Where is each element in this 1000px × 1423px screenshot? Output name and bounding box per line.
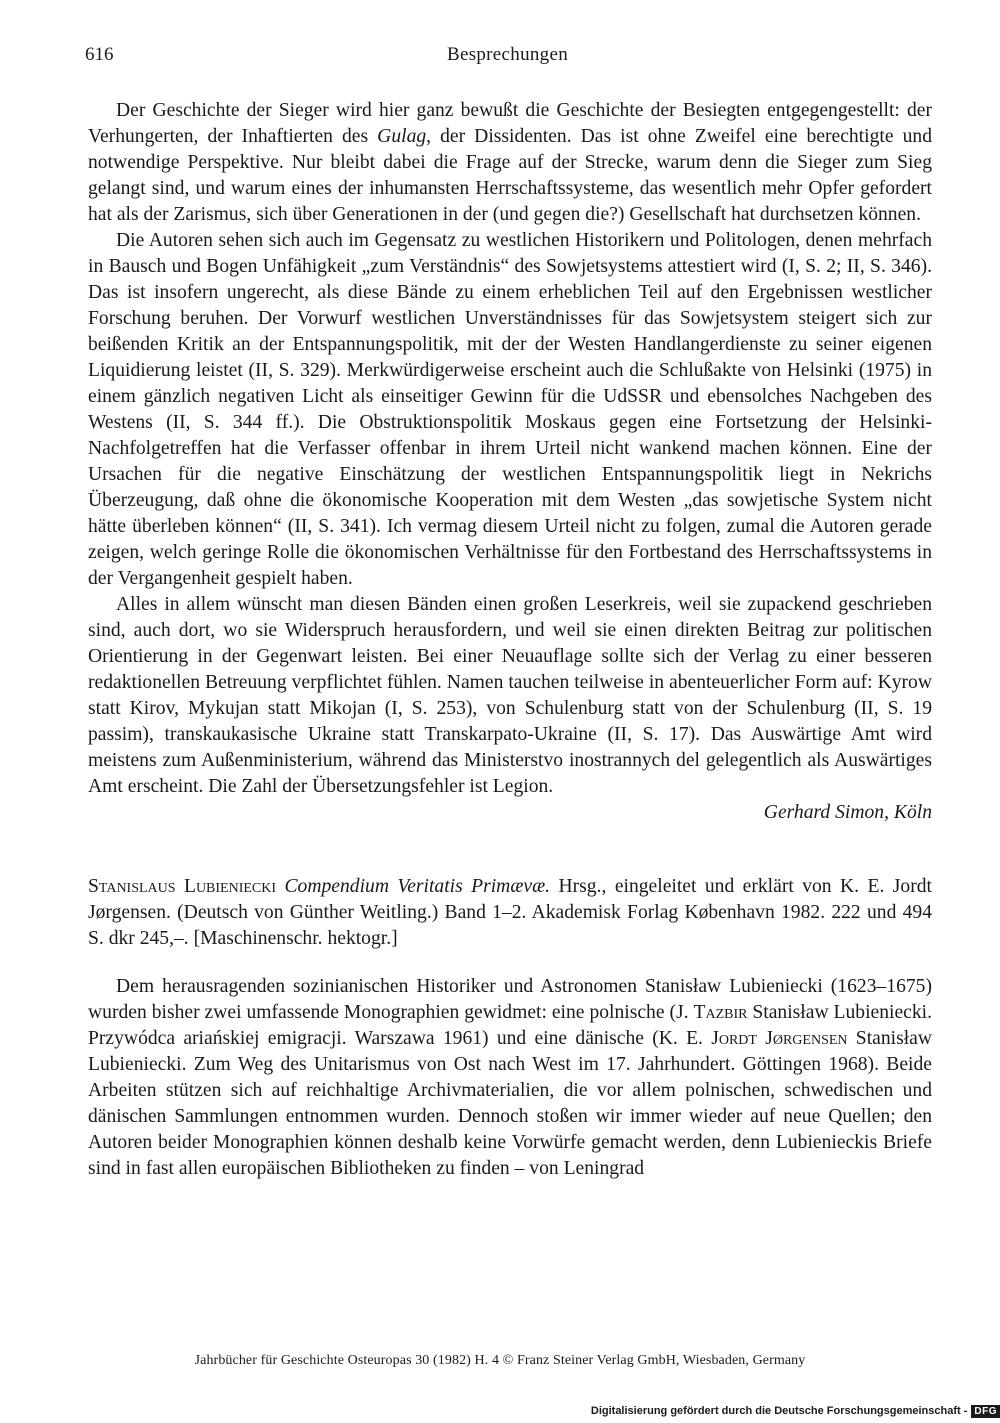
text-run: Stanisław Lubieniecki. Zum Weg des Unitarismus von Ost nach West im 17. Jahrhundert. Göttingen 1968). Beide Arbeiten stützen sich auf reichhaltige Archivmaterialien, die vor allem polnischen, schwedischen und dänischen Sammlungen entnommen wurden. Dennoch stoßen wir immer wieder auf neue Quellen; den Autoren beider Monographien können deshalb keine Vorwürfe gemacht werden, denn Lubienieckis Briefe sind in fast allen europäischen Bibliotheken zu finden – von Leningrad	[88, 1028, 932, 1179]
running-head: Besprechungen	[446, 44, 569, 65]
dfg-logo: DFG	[971, 1405, 1000, 1418]
page-header	[85, 44, 930, 74]
journal-footer: Jahrbücher für Geschichte Osteuropas 30 (1982) H. 4 © Franz Steiner Verlag GmbH, Wiesbaden, Germany	[194, 1353, 806, 1368]
italic-text: Compendium Veritatis Primævæ.	[284, 876, 551, 897]
italic-text: Gulag	[377, 126, 427, 147]
text-run: Dem herausragenden sozinianischen Historiker und Astronomen Stanisław Lubieniecki (1623–1675) wurden bisher zwei umfassende Monographien gewidmet: eine polnische (J.	[88, 976, 932, 1023]
paragraph	[88, 974, 932, 1182]
paragraph	[88, 228, 932, 592]
author-name: Stanislaus Lubieniecki	[88, 876, 277, 897]
digitization-notice: Digitalisierung gefördert durch die Deutsche Forschungsgemeinschaft -	[590, 1405, 968, 1417]
bibliographic-citation	[88, 874, 932, 952]
text-run: Alles in allem wünscht man diesen Bänden einen großen Leserkreis, weil sie zupackend geschrieben sind, auch dort, wo sie Widerspruch herausfordern, und weil sie einen direkten Beitrag zur politischen Orientierung in der Gegenwart leisten. Bei einer Neuauflage sollte sich der Verlag zu einer besseren redaktionellen Betreuung verpflichtet fühlen. Namen tauchen teilweise in abenteuerlicher Form auf: Kyrow statt Kirov, Mykujan statt Mikojan (I, S. 253), von Schulenburg statt von der Schulenburg (II, S. 19 passim), transkaukasische Ukraine statt Transkarpato-Ukraine (II, S. 17). Das Auswärtige Amt wird meistens zum Außenministerium, während das Ministerstvo inostrannych del gelegentlich als Auswärtiges Amt erscheint. Die Zahl der Übersetzungsfehler ist Legion.	[88, 594, 932, 797]
review-1	[88, 98, 932, 826]
reviewer-signature: Gerhard Simon, Köln	[763, 802, 932, 823]
paragraph	[88, 98, 932, 228]
review-2	[88, 874, 932, 1182]
text-run: Der Geschichte der Sieger wird hier ganz bewußt die Geschichte der Besiegten entgegengestellt: der Verhungerten, der Inhaftierten des	[88, 100, 932, 147]
author-name: Jordt Jørgensen	[711, 1028, 848, 1049]
text-run: Die Autoren sehen sich auch im Gegensatz zu westlichen Historikern und Politologen, denen mehrfach in Bausch und Bogen Unfähigkeit „zum Verständnis“ des Sowjetsystems attestiert wird (I, S. 2; II, S. 346). Das ist insofern ungerecht, als diese Bände zu einem erheblichen Teil auf den Ergebnissen westlicher Forschung beruhen. Der Vorwurf westlichen Unverständnisses für das Sowjetsystem steigert sich zur beißenden Kritik an der Entspannungspolitik, mit der der Westen Handlangerdienste zu seiner eigenen Liquidierung leistet (II, S. 329). Merkwürdigerweise erscheint auch die Schlußakte von Helsinki (1975) in einem gänzlich negativen Licht als einseitiger Gewinn für die UdSSR und ebensolches Nachgeben des Westens (II, S. 344 ff.). Die Obstruktionspolitik Moskaus gegen eine Fortsetzung der Helsinki-Nachfolgetreffen hat die Verfasser offenbar in ihrem Urteil nicht wankend machen können. Eine der Ursachen für die negative Einschätzung der westlichen Entspannungspolitik liegt in Nekrichs Überzeugung, daß ohne die ökonomische Kooperation mit dem Westen „das sowjetische System nicht hätte überleben können“ (II, S. 341). Ich vermag diesem Urteil nicht zu folgen, zumal die Autoren gerade zeigen, welch geringe Rolle die ökonomischen Verhältnisse für den Fortbestand des Herrschaftssystems in der Vergangenheit gespielt haben.	[88, 230, 932, 589]
dfg-notice	[591, 1403, 1000, 1419]
page-number: 616	[85, 44, 114, 65]
text-run: Stanisław Lubieniecki. Przywódca ariańskiej emigracji. Warszawa 1961) und eine dänische (K. E.	[88, 1002, 933, 1049]
text-run: , der Dissidenten. Das ist ohne Zweifel eine berechtigte und notwendige Perspektive. Nur bleibt dabei die Frage auf der Strecke, warum denn die Sieger zum Sieg gelangt sind, und warum eines der inhumansten Herrschaftssysteme, das wesentlich mehr Opfer gefordert hat als der Zarismus, sich über Generationen in der (und gegen die?) Gesellschaft hat durchsetzen können.	[88, 126, 932, 225]
paragraph	[88, 592, 932, 800]
text-run: Hrsg., eingeleitet und erklärt von K. E. Jordt Jørgensen. (Deutsch von Günther Weitling.) Band 1–2. Akademisk Forlag København 1982. 222 und 494 S. dkr 245,–. [Maschinenschr. hektogr.]	[88, 876, 932, 949]
body-text	[88, 98, 932, 1182]
author-name: Tazbir	[693, 1002, 748, 1023]
